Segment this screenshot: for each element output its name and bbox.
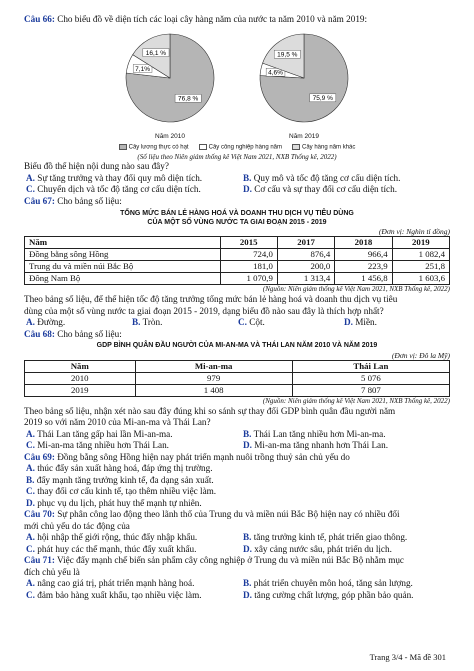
legend-swatch-other: [292, 144, 300, 150]
option-70-a[interactable]: [26, 532, 233, 544]
option-key: C.: [26, 589, 35, 600]
question-69-text: Đồng bằng sông Hồng hiện nay phát triển mạnh nuôi trồng thuỷ sản chủ yếu do: [57, 451, 350, 462]
pie-chart-2010-svg: [117, 28, 223, 132]
table-cell: 979: [135, 372, 292, 384]
question-70-prompt: [24, 509, 450, 521]
option-key: C.: [26, 486, 35, 497]
pie-label-other: 19,5 %: [277, 51, 298, 59]
option-text: hội nhập thế giới rộng, thúc đẩy nhập khẩu.: [37, 532, 198, 543]
legend-label-industrial: Cây công nghiệp hàng năm: [208, 144, 282, 151]
table-row: [25, 273, 450, 285]
pie-label-grain: 76,8 %: [178, 95, 199, 103]
table-67: [24, 236, 450, 285]
question-69-options: [24, 463, 450, 509]
table-cell: 251,8: [392, 261, 449, 273]
table-header-row: [25, 237, 450, 249]
option-69-b[interactable]: [26, 475, 450, 487]
option-text: Cơ cấu và sự thay đổi cơ cấu diện tích.: [254, 184, 398, 195]
option-text: đẩy mạnh tăng trưởng kinh tế, đa dạng sản xuất.: [36, 474, 214, 485]
legend-item-other: [292, 144, 355, 152]
option-67-b[interactable]: [132, 317, 238, 329]
question-66-label: Câu 66:: [24, 14, 55, 24]
table-cell: 1 082,4: [392, 249, 449, 261]
question-67-question-line-1: Theo bảng số liệu, để thể hiện tốc độ tăng trưởng tổng mức bán lẻ hàng hoá và doanh thu dịch vụ tiêu: [24, 294, 398, 305]
option-key: B.: [243, 578, 252, 589]
option-71-c[interactable]: [26, 590, 233, 602]
option-key: B.: [243, 428, 252, 439]
table-header-cell: 2019: [392, 237, 449, 249]
option-text: đảm bảo hàng xuất khẩu, tạo nhiều việc làm.: [37, 589, 202, 600]
table-header-cell: 2018: [335, 237, 392, 249]
table-68: [24, 360, 450, 397]
option-text: thúc đẩy sản xuất hàng hoá, đáp ứng thị trường.: [37, 463, 213, 474]
table-cell: 1 070,9: [220, 273, 277, 285]
table-header-row: [25, 360, 450, 372]
pie-chart-2010: [117, 28, 223, 142]
question-70-label: Câu 70:: [24, 509, 55, 520]
legend-swatch-industrial: [199, 144, 207, 150]
pie-chart-2019-year: Năm 2019: [289, 133, 319, 141]
option-key: C.: [26, 184, 35, 195]
option-69-c[interactable]: [26, 486, 450, 498]
option-68-c[interactable]: [26, 440, 233, 452]
question-71-options: [24, 578, 450, 601]
legend-item-industrial: [199, 144, 282, 152]
option-key: B.: [243, 172, 252, 183]
page-footer: Trang 3/4 - Mã đề 301: [369, 652, 446, 663]
table-68-unit: (Đơn vị: Đô la Mỹ): [391, 350, 450, 360]
question-66-options: [24, 173, 450, 196]
option-key: C.: [26, 440, 35, 451]
table-67-unit: (Đơn vị: Nghìn tỉ đồng): [378, 227, 450, 237]
question-67-prompt: [24, 196, 450, 208]
option-text: Thái Lan tăng gấp hai lần Mi-an-ma.: [37, 428, 173, 439]
option-68-a[interactable]: [26, 429, 233, 441]
table-cell: 181,0: [220, 261, 277, 273]
option-text: nâng cao giá trị, phát triển mạnh hàng hoá.: [37, 578, 195, 589]
legend-swatch-grain: [119, 144, 127, 150]
option-67-c[interactable]: [238, 317, 344, 329]
question-69-label: Câu 69:: [24, 451, 55, 462]
table-header-cell: Mi-an-ma: [135, 360, 292, 372]
option-key: A.: [26, 463, 35, 474]
question-68-prompt: [24, 329, 450, 341]
pie-label-grain: 75,9 %: [312, 94, 333, 102]
option-text: Đường.: [37, 317, 66, 328]
table-cell: 223,9: [335, 261, 392, 273]
option-69-d[interactable]: [26, 498, 450, 510]
option-70-c[interactable]: [26, 544, 233, 556]
table-header-cell: Năm: [25, 360, 136, 372]
table-cell: 200,0: [277, 261, 334, 273]
table-header-cell: 2015: [220, 237, 277, 249]
option-key: A.: [26, 578, 35, 589]
table-row: [25, 249, 450, 261]
option-text: Thái Lan tăng nhiều hơn Mi-an-ma.: [253, 428, 386, 439]
table-67-title-1: TỔNG MỨC BÁN LẺ HÀNG HOÁ VÀ DOANH THU DỊCH VỤ TIÊU DÙNG: [120, 210, 354, 218]
option-71-a[interactable]: [26, 578, 233, 590]
option-text: Cột.: [249, 317, 265, 328]
pie-legend: [24, 144, 450, 152]
question-68-source: (Nguồn: Niên giám thống kê Việt Nam 2021, NXB Thống kê, 2022): [262, 396, 450, 405]
option-66-d[interactable]: [243, 184, 450, 196]
table-cell: 724,0: [220, 249, 277, 261]
pie-chart-2010-year: Năm 2010: [155, 133, 185, 141]
option-text: Quy mô và tốc độ tăng cơ cấu diện tích.: [253, 172, 401, 183]
option-key: B.: [243, 532, 252, 543]
option-key: B.: [26, 474, 35, 485]
question-71-text-line-2: đích chủ yếu là: [24, 566, 80, 577]
table-cell: 1 603,6: [392, 273, 449, 285]
option-68-d[interactable]: [243, 440, 450, 452]
option-key: D.: [344, 317, 353, 328]
option-70-b[interactable]: [243, 532, 450, 544]
option-text: phát huy các thế mạnh, thúc đẩy xuất khẩu.: [37, 543, 197, 554]
table-row: [25, 261, 450, 273]
table-cell: 966,4: [335, 249, 392, 261]
question-70-text-line-1: Sự phân công lao động theo lãnh thổ của Trung du và miền núi Bắc Bộ hiện nay có nhiều đổi: [57, 509, 400, 520]
question-67-question-line-2: dùng của một số vùng nước ta giai đoạn 2015 - 2019, dạng biểu đồ nào sau đây là thích hợp nhất?: [24, 305, 384, 316]
table-68-title: GDP BÌNH QUÂN ĐẦU NGƯỜI CỦA MI-AN-MA VÀ THÁI LAN NĂM 2010 VÀ NĂM 2019: [96, 342, 378, 350]
pie-chart-2019-svg: [251, 28, 357, 132]
table-cell: Trung du và miền núi Bắc Bộ: [25, 261, 221, 273]
table-cell: 1 408: [135, 384, 292, 396]
pie-label-industrial: 4,6%: [268, 69, 283, 77]
question-68-question-line-2: 2019 so với năm 2010 của Mi-an-ma và Thái Lan?: [24, 417, 211, 428]
pie-label-industrial: 7,1%: [135, 65, 150, 73]
question-70-text-line-2: mới chủ yếu do tác động của: [24, 520, 130, 531]
question-66-source: (Số liệu theo Niên giám thống kê Việt Nam 2021, NXB Thống kê, 2022): [137, 152, 337, 161]
question-71-label: Câu 71:: [24, 555, 55, 566]
option-text: Mi-an-ma tăng nhiều hơn Thái Lan.: [37, 440, 169, 451]
option-key: A.: [26, 317, 35, 328]
table-cell: 2010: [25, 372, 136, 384]
legend-label-grain: Cây lương thực có hạt: [128, 144, 189, 151]
option-text: xây cảng nước sâu, phát triển du lịch.: [254, 543, 392, 554]
table-cell: Đồng bằng sông Hồng: [25, 249, 221, 261]
option-71-b[interactable]: [243, 578, 450, 590]
option-key: D.: [243, 589, 252, 600]
question-71-prompt: [24, 555, 450, 567]
table-cell: Đông Nam Bộ: [25, 273, 221, 285]
option-66-c[interactable]: [26, 184, 233, 196]
question-71-text-line-1: Việc đẩy mạnh chế biến sản phẩm cây công nghiệp ở Trung du và miền núi Bắc Bộ nhằm mục: [57, 555, 405, 566]
option-key: A.: [26, 172, 35, 183]
option-text: Miền.: [355, 317, 377, 328]
table-header-cell: Thái Lan: [292, 360, 449, 372]
option-text: tăng cường chất lượng, góp phần bảo quản.: [254, 589, 414, 600]
option-66-a[interactable]: [26, 173, 233, 185]
option-69-a[interactable]: [26, 463, 450, 475]
pie-charts: [24, 28, 450, 142]
option-key: D.: [243, 184, 252, 195]
option-key: A.: [26, 428, 35, 439]
question-67-text: Cho bảng số liệu:: [57, 195, 122, 206]
option-66-b[interactable]: [243, 173, 450, 185]
option-70-d[interactable]: [243, 544, 450, 556]
option-key: D.: [26, 497, 35, 508]
question-69-prompt: [24, 452, 450, 464]
option-text: Chuyển dịch và tốc độ tăng cơ cấu diện tích.: [37, 184, 201, 195]
question-66-text: Cho biểu đồ về diện tích các loại cây hàng năm của nước ta năm 2010 và năm 2019:: [57, 14, 368, 24]
option-text: thay đổi cơ cấu kinh tế, tạo thêm nhiều việc làm.: [37, 486, 217, 497]
question-68-text: Cho bảng số liệu:: [57, 328, 122, 339]
table-header-cell: Năm: [25, 237, 221, 249]
option-67-d[interactable]: [344, 317, 450, 329]
table-row: [25, 384, 450, 396]
table-cell: 2019: [25, 384, 136, 396]
option-key: A.: [26, 532, 35, 543]
table-cell: 1 313,4: [277, 273, 334, 285]
table-cell: 7 807: [292, 384, 449, 396]
pie-chart-2019: [251, 28, 357, 142]
option-key: C.: [238, 317, 247, 328]
table-row: [25, 372, 450, 384]
option-text: phục vụ du lịch, phát huy thế mạnh tự nhiên.: [37, 497, 202, 508]
question-67-source: (Nguồn: Niên giám thống kê Việt Nam 2021, NXB Thống kê, 2022): [262, 285, 450, 294]
option-key: D.: [243, 543, 252, 554]
question-70-options: [24, 532, 450, 555]
question-66-prompt: [24, 14, 450, 26]
question-66-question: Biểu đồ thể hiện nội dung nào sau đây?: [24, 161, 169, 172]
table-header-cell: 2017: [277, 237, 334, 249]
question-67-options: [24, 317, 450, 329]
table-cell: 1 456,8: [335, 273, 392, 285]
option-key: B.: [132, 317, 141, 328]
legend-item-grain: [119, 144, 189, 152]
option-text: Mi-an-ma tăng nhanh hơn Thái Lan.: [254, 440, 389, 451]
legend-label-other: Cây hàng năm khác: [302, 144, 356, 151]
table-cell: 876,4: [277, 249, 334, 261]
option-67-a[interactable]: [26, 317, 132, 329]
option-68-b[interactable]: [243, 429, 450, 441]
option-text: Sự tăng trưởng và thay đổi quy mô diện tích.: [37, 172, 203, 183]
question-68-label: Câu 68:: [24, 328, 55, 339]
question-68-options: [24, 429, 450, 452]
table-67-title-2: CỦA MỘT SỐ VÙNG NƯỚC TA GIAI ĐOẠN 2015 - 2019: [147, 218, 327, 226]
question-68-question-line-1: Theo bảng số liệu, nhận xét nào sau đây đúng khi so sánh sự thay đổi GDP bình quân đầu người năm: [24, 405, 396, 416]
option-71-d[interactable]: [243, 590, 450, 602]
option-text: phát triển chuyên môn hoá, tăng sản lượng.: [253, 578, 413, 589]
table-cell: 5 076: [292, 372, 449, 384]
option-text: Tròn.: [142, 317, 163, 328]
option-key: C.: [26, 543, 35, 554]
pie-label-other: 16,1 %: [145, 49, 167, 57]
option-key: D.: [243, 440, 252, 451]
option-text: tăng trưởng kinh tế, phát triển giao thông.: [253, 532, 408, 543]
question-67-label: Câu 67:: [24, 195, 55, 206]
